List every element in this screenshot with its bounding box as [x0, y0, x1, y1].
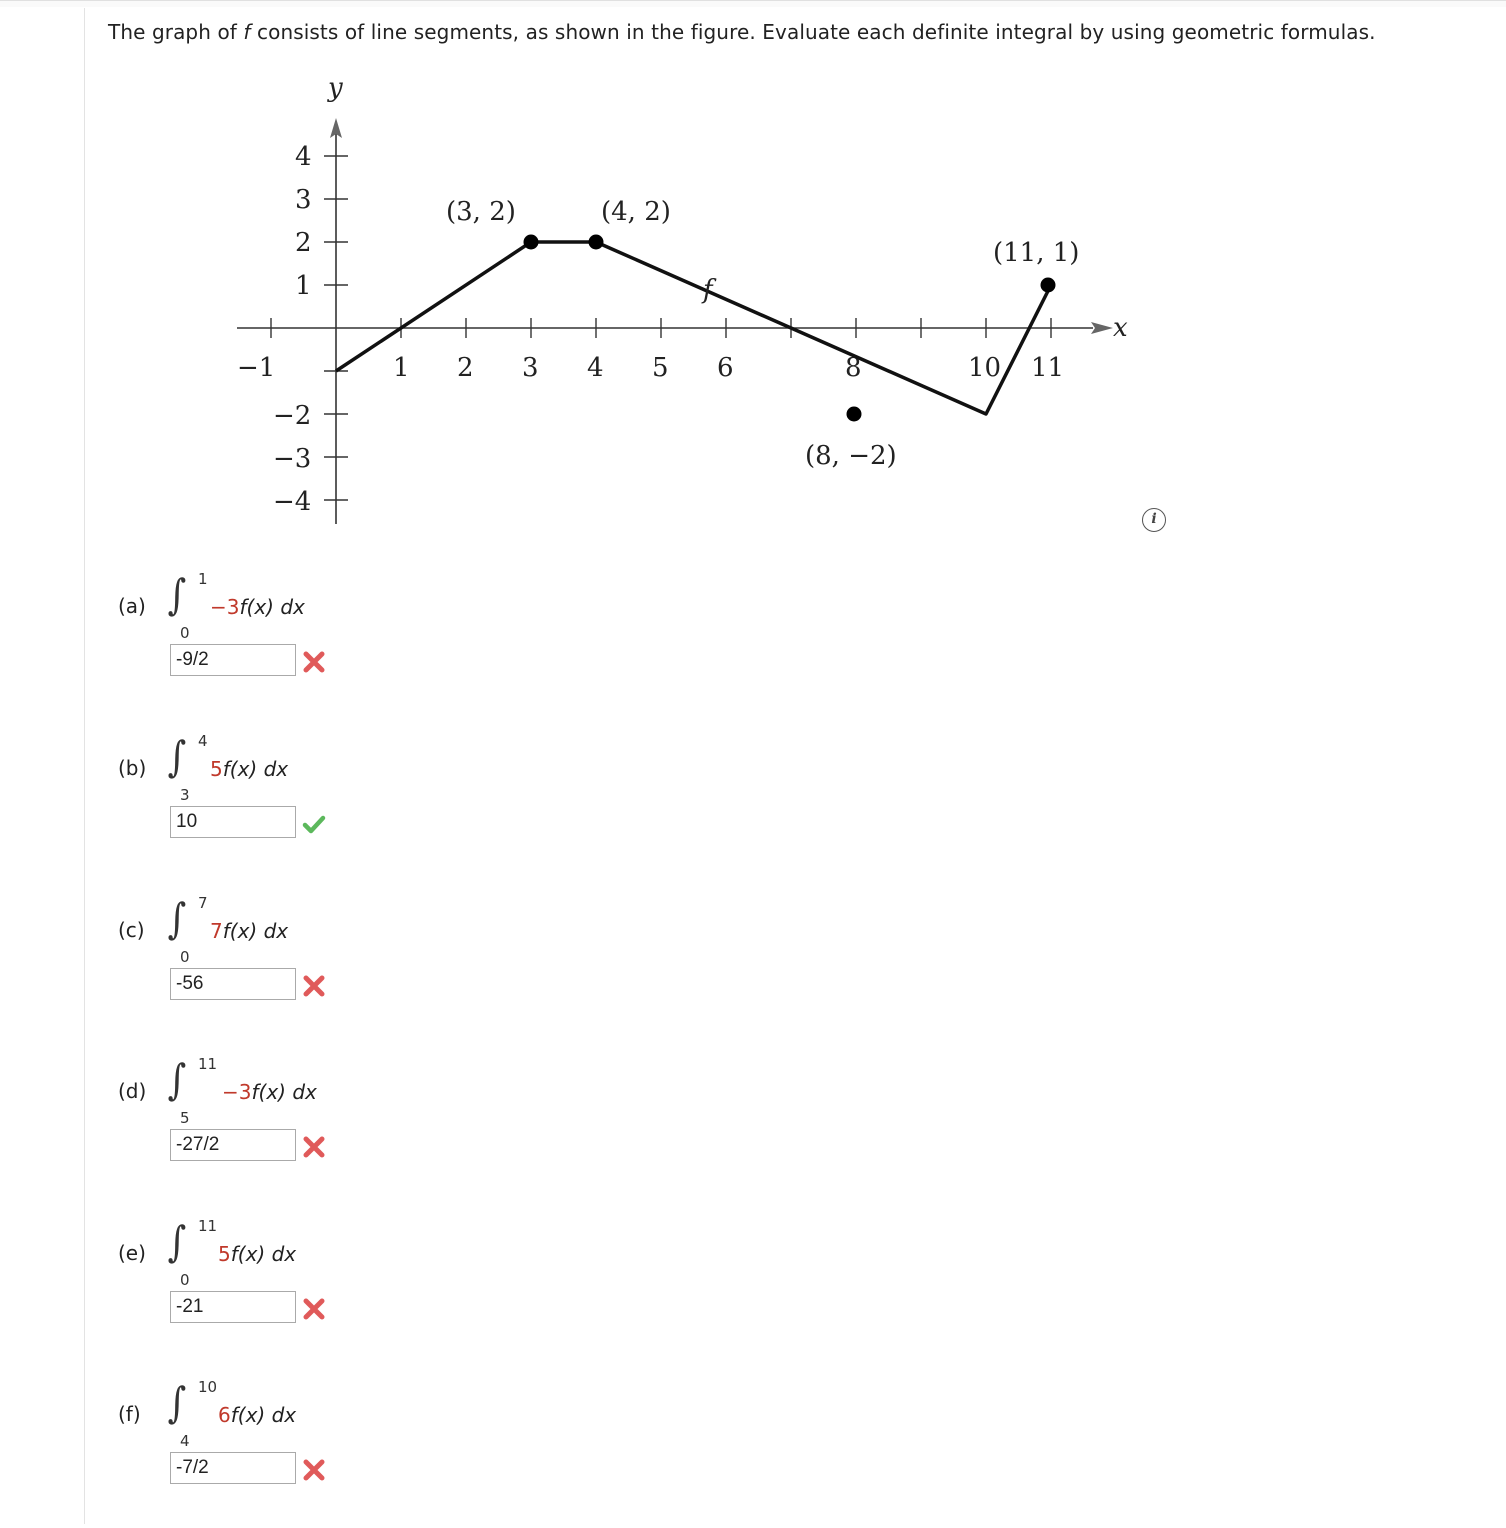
coefficient: −3 [222, 1080, 252, 1104]
answer-input-e[interactable] [170, 1291, 296, 1323]
x-mark-icon [302, 1458, 326, 1482]
part-label: (b) [118, 756, 147, 780]
answer-input-d[interactable] [170, 1129, 296, 1161]
point-label: (4, 2) [601, 197, 671, 227]
lower-limit: 0 [180, 624, 190, 642]
lower-limit: 0 [180, 948, 190, 966]
coefficient: 6 [218, 1403, 231, 1427]
x-axis-label: x [1113, 313, 1128, 343]
x-tick-label: −1 [237, 353, 276, 383]
point-3-2 [524, 235, 539, 250]
question-part-b [0, 732, 700, 882]
curve-label: f [703, 275, 713, 305]
question-part-f [0, 1378, 700, 1528]
point-label: (3, 2) [446, 197, 516, 227]
lower-limit: 3 [180, 786, 190, 804]
integrand-expr: f(x) dx [230, 1403, 297, 1427]
y-tick-label: −4 [273, 487, 312, 517]
x-tick-label: 11 [1031, 353, 1065, 383]
x-tick-label: 2 [457, 353, 474, 383]
integrand [218, 1242, 296, 1266]
prompt-after: consists of line segments, as shown in the figure. Evaluate each definite integral by using geometric formulas. [250, 20, 1376, 44]
question-part-e [0, 1217, 700, 1367]
upper-limit: 1 [198, 570, 208, 588]
y-axis-label: y [328, 73, 343, 103]
x-tick-label: 5 [652, 353, 669, 383]
axes [237, 130, 1093, 524]
part-label: (c) [118, 918, 145, 942]
integrand-expr: f(x) dx [239, 595, 305, 619]
x-mark-icon [302, 1297, 326, 1321]
part-label: (d) [118, 1079, 147, 1103]
answer-input-a[interactable] [170, 644, 296, 676]
prompt-func: f [243, 20, 251, 44]
question-prompt [108, 20, 1376, 44]
integral-sign: ∫ [167, 1217, 187, 1266]
y-tick-label: 4 [295, 142, 312, 172]
lower-limit: 5 [180, 1109, 190, 1127]
upper-limit: 10 [198, 1378, 218, 1396]
point-8-neg2 [847, 407, 862, 422]
x-tick-label: 1 [393, 353, 410, 383]
x-tick-label: 3 [522, 353, 539, 383]
upper-limit: 7 [198, 894, 208, 912]
x-mark-icon [302, 974, 326, 998]
integral-sign: ∫ [167, 1055, 187, 1104]
y-tick-label: 1 [295, 271, 312, 301]
question-part-a [0, 570, 700, 720]
point-4-2 [589, 235, 604, 250]
check-mark-icon [302, 812, 326, 836]
point-11-1 [1041, 278, 1056, 293]
answer-input-f[interactable] [170, 1452, 296, 1484]
y-tick-label: 3 [295, 185, 312, 215]
lower-limit: 0 [180, 1271, 190, 1289]
x-tick-label: 6 [717, 353, 734, 383]
integral-sign: ∫ [167, 570, 187, 619]
part-label: (f) [118, 1402, 141, 1426]
integrand [222, 1080, 317, 1104]
x-mark-icon [302, 650, 326, 674]
integral-sign: ∫ [167, 894, 187, 943]
coefficient: 5 [210, 757, 223, 781]
x-tick-label: 10 [968, 353, 1002, 383]
integral-sign: ∫ [167, 1378, 187, 1427]
upper-limit: 4 [198, 732, 208, 750]
y-tick-label: 2 [295, 228, 312, 258]
integrand-expr: f(x) dx [230, 1242, 297, 1266]
function-graph [225, 72, 1145, 532]
part-label: (e) [118, 1241, 146, 1265]
part-label: (a) [118, 594, 146, 618]
coefficient: 5 [218, 1242, 231, 1266]
coefficient: 7 [210, 919, 223, 943]
answer-input-c[interactable] [170, 968, 296, 1000]
y-tick-label: −2 [273, 401, 312, 431]
x-mark-icon [302, 1135, 326, 1159]
prompt-before: The graph of [108, 20, 244, 44]
answer-input-b[interactable] [170, 806, 296, 838]
info-icon[interactable]: i [1142, 508, 1166, 532]
upper-limit: 11 [198, 1217, 218, 1235]
point-label: (8, −2) [805, 441, 897, 471]
coefficient: −3 [210, 595, 240, 619]
x-axis-arrow [1091, 322, 1113, 334]
x-tick-label: 4 [587, 353, 604, 383]
integrand-expr: f(x) dx [222, 757, 289, 781]
upper-limit: 11 [198, 1055, 218, 1073]
question-part-c [0, 894, 700, 1044]
integrand [210, 919, 288, 943]
top-border [0, 0, 1506, 7]
lower-limit: 4 [180, 1432, 190, 1450]
integrand [210, 595, 305, 619]
integral-sign: ∫ [167, 732, 187, 781]
integrand-expr: f(x) dx [251, 1080, 317, 1104]
point-label: (11, 1) [993, 238, 1080, 268]
y-tick-label: −3 [273, 444, 312, 474]
question-part-d [0, 1055, 700, 1205]
x-tick-label: 8 [845, 353, 862, 383]
integrand [218, 1403, 296, 1427]
integrand [210, 757, 288, 781]
integrand-expr: f(x) dx [222, 919, 289, 943]
